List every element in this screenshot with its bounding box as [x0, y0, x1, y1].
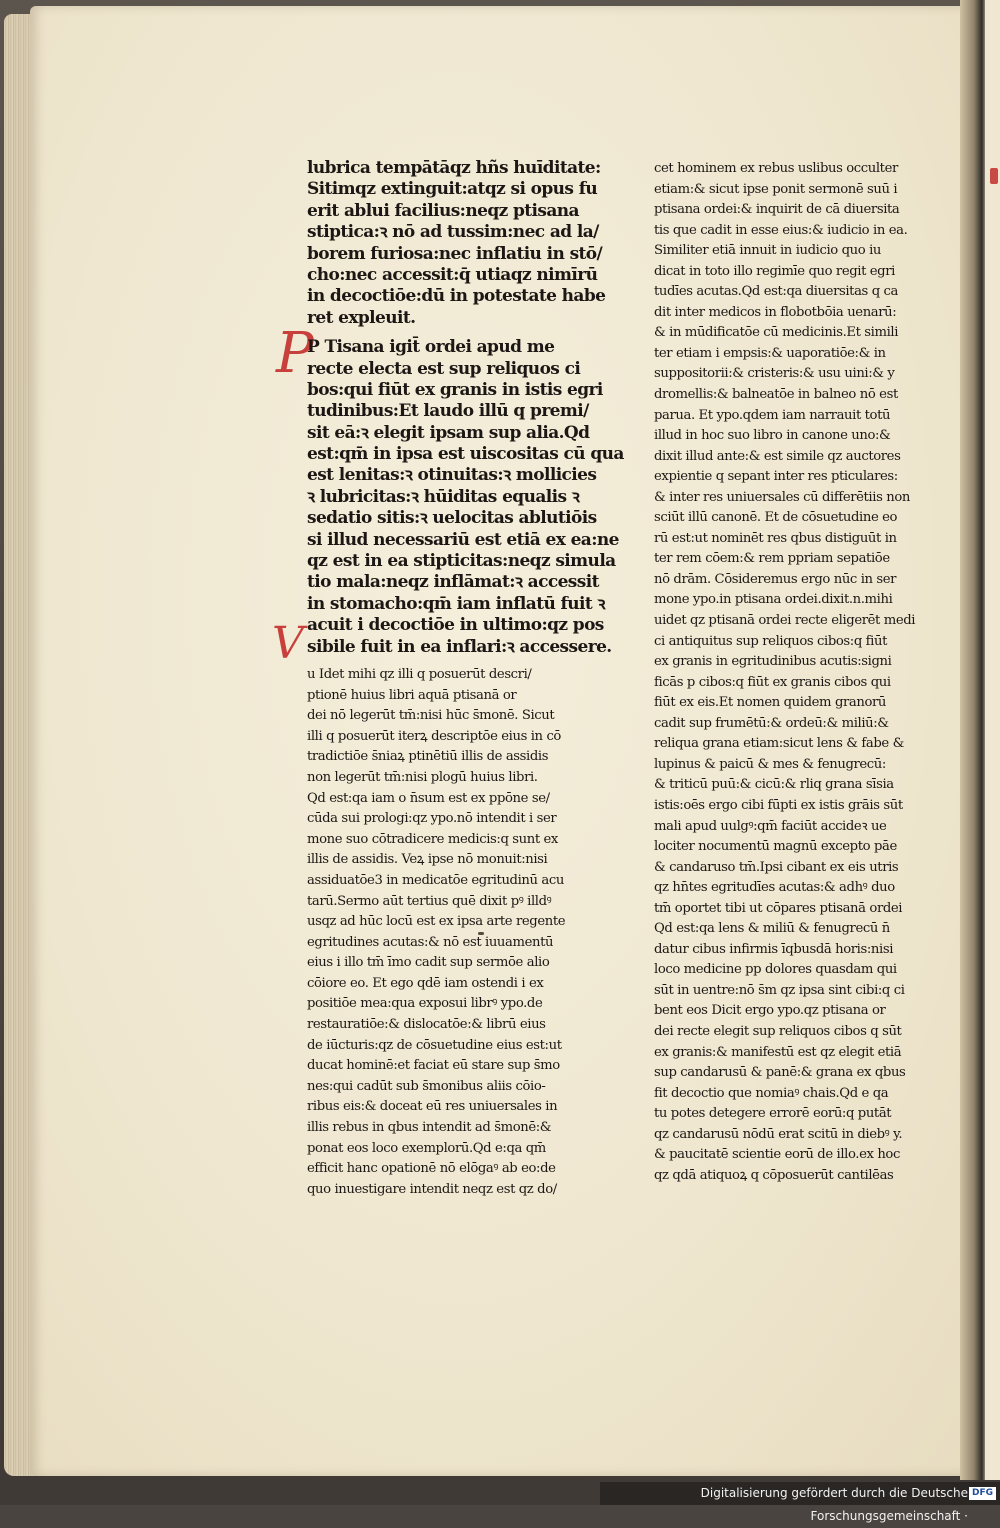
text-line: ret expleuit. [307, 307, 416, 328]
text-line: lociter nocumentū magnū excepto pāe [654, 839, 897, 855]
text-line: bos:qui fiūt ex granis in istis egri [307, 379, 603, 400]
text-line: si illud necessariū est etiā ex ea:ne [307, 529, 619, 550]
text-line: borem furiosa:nec inflatiu in stō/ [307, 243, 603, 264]
text-line: tudīes acutas.Qd est:qa diuersitas q ca [654, 284, 898, 300]
text-line: in stomacho:qm̄ iam inflatū fuit ꝛ [307, 593, 605, 614]
text-line: ter rem cōem:& rem ppriam sepatiōe [654, 551, 890, 567]
text-line: bent eos Dicit ergo ypo.qz ptisana or [654, 1003, 886, 1019]
text-line: & paucitatē scientie eorū de illo.ex hoc [654, 1147, 900, 1163]
funding-banner-text: Digitalisierung gefördert durch die Deutsche Forschungsgemeinschaft · [700, 1486, 968, 1523]
text-line: qz candarusū nōdū erat scitū in diebꝰ y. [654, 1126, 903, 1142]
text-line: mone suo cōtradicere medicis:q sunt ex [307, 831, 558, 847]
text-line: cho:nec accessit:q̄ utiaqz nimīrū [307, 264, 598, 285]
text-line: usqz ad hūc locū est ex ipsa arte regente [307, 914, 566, 930]
left-text-column [307, 158, 624, 1203]
text-line: u Idet mihi qz illi q posuerūt descri/ [307, 666, 532, 682]
text-line: loco medicine pp dolores quasdam qui [654, 962, 897, 978]
text-line: dromellis:& balneatōe in balneo nō est [654, 387, 898, 403]
dfg-logo: DFG [969, 1487, 996, 1500]
text-line: fiūt ex eis.Et nomen quidem granorū [654, 695, 886, 711]
text-line: recte electa est sup reliquos ci [307, 358, 581, 379]
text-line: ptionē huius libri aquā ptisanā or [307, 687, 517, 703]
text-line: Sitimqz extinguit:atqz si opus fu [307, 179, 598, 200]
text-line: ficās p cibos:q fiūt ex granis cibos qui [654, 674, 891, 690]
text-line: nes:qui cadūt sub s̄monibus aliis cōio- [307, 1078, 546, 1094]
left-paragraph-2 [307, 337, 624, 660]
text-line: sit eā:ꝛ elegit ipsam sup alia.Qd [307, 422, 590, 443]
decorated-initial-v: V [272, 618, 304, 669]
text-line: restauratiōe:& dislocatōe:& librū eius [307, 1017, 546, 1033]
text-line: expientie q sepant inter res pticulares: [654, 469, 898, 485]
text-line: qz hn̄tes egritudīes acutas:& adhꝰ duo [654, 880, 895, 896]
text-line: rū est:ut nominēt res qbus distiguūt in [654, 530, 897, 546]
text-line: reliqua grana etiam:sicut lens & fabe & [654, 736, 904, 752]
text-line: illi q posuerūt iterꝝ descriptōe eius in cō [307, 728, 561, 744]
text-line: ter etiam i empsis:& uaporatiōe:& in [654, 345, 886, 361]
text-line: quo inuestigare intendit neqz est qz do/ [307, 1181, 557, 1197]
text-line: & candaruso tm̄.Ipsi cibant ex eis utris [654, 859, 899, 875]
text-line: dei nō legerūt tm̄:nisi hūc s̄monē. Sicut [307, 708, 555, 724]
text-line: fit decoctio que nomiaꝰ chais.Qd e qa [654, 1085, 889, 1101]
text-line: non legerūt tm̄:nisi plogū huius libri. [307, 769, 538, 785]
text-line: eius i illo tm̄ īmo cadit sup sermōe alio [307, 955, 550, 971]
decorated-initial-p: P [276, 321, 314, 386]
text-line: illud in hoc suo libro in canone uno:& [654, 428, 891, 444]
text-line: sup candarusū & panē:& grana ex qbus [654, 1065, 906, 1081]
text-line: sedatio sitis:ꝛ uelocitas ablutiōis [307, 508, 597, 529]
text-line: est:qm̄ in ipsa est uiscositas cū qua [307, 444, 624, 465]
text-line: illis de assidis. Veꝝ ipse nō monuit:nisi [307, 852, 548, 868]
text-line: suppositorii:& cristeris:& usu uini:& y [654, 366, 895, 382]
funding-banner [600, 1482, 1000, 1523]
text-line: ptisana ordei:& inquirit de cā diuersita [654, 202, 900, 218]
text-line: lubrica tempātāqz hñs huīditate: [307, 158, 601, 178]
text-line: sūt in uentre:nō s̄m qz ipsa sint cibi:q ci [654, 982, 905, 998]
text-line: positiōe mea:qua exposui librꝰ ypo.de [307, 996, 543, 1012]
text-line: & in mūdificatōe cū medicinis.Et simili [654, 325, 899, 341]
text-line: erit ablui facilius:neqz ptisana [307, 200, 579, 221]
text-line: etiam:& sicut ipse ponit sermonē suū i [654, 181, 898, 197]
text-line: ponat eos loco exemplorū.Qd e:qa qm̄ [307, 1140, 546, 1156]
text-line: datur cibus infirmis īqbusdā horis:nisi [654, 941, 894, 957]
text-line: mali apud uulgꝰ:qm̄ faciūt accideꝛ ue [654, 818, 887, 834]
text-line: sibile fuit in ea inflari:ꝛ accessere. [307, 636, 612, 657]
text-line: Qd est:qa lens & miliū & fenugrecū n̄ [654, 921, 890, 937]
text-line: cūda sui prologi:qz ypo.nō intendit i ser [307, 811, 557, 827]
text-line: sciūt illū canonē. Et de cōsuetudine eo [654, 510, 898, 526]
text-line: ribus eis:& doceat eū res uniuersales in [307, 1099, 558, 1115]
right-paragraph [654, 162, 934, 1189]
text-line: tio mala:neqz inflāmat:ꝛ accessit [307, 572, 599, 593]
text-line: & inter res uniuersales cū differētiis non [654, 489, 910, 505]
text-line: ꝛ lubricitas:ꝛ hūiditas equalis ꝛ [307, 486, 580, 507]
text-line: istis:oēs ergo cibi fūpti ex istis grāis sūt [654, 797, 903, 813]
text-line: acuit i decoctiōe in ultimo:qz pos [307, 615, 604, 636]
text-line: assiduatōe3 in medicatōe egritudinū acu [307, 872, 564, 888]
text-line: egritudines acutas:& nō est iuuamentū [307, 934, 554, 950]
text-line: tarū.Sermo aūt tertius quē dixit pꝰ illdꝰ [307, 893, 552, 909]
text-line: in decoctiōe:dū in potestate habe [307, 286, 606, 307]
text-line: Qd est:qa iam o n̄sum est ex ppōne se/ [307, 790, 550, 806]
text-line: qz qdā atiquoꝝ q cōposuerūt cantilēas [654, 1167, 894, 1183]
facing-page-rubric-mark [990, 168, 998, 184]
text-line: ex granis:& manifestū est qz elegit etiā [654, 1044, 902, 1060]
text-line: stiptica:ꝛ nō ad tussim:nec ad la/ [307, 222, 599, 243]
text-line: tu potes detegere errorē eorū:q putāt [654, 1106, 892, 1122]
text-line: tradictiōe s̄niaꝝ ptinētiū illis de assidis [307, 749, 549, 765]
right-text-column [654, 162, 934, 1189]
text-line: est lenitas:ꝛ otinuitas:ꝛ mollicies [307, 465, 597, 486]
left-paragraph-1 [307, 158, 606, 331]
text-line: ci antiquitus sup reliquos cibos:q fiūt [654, 633, 887, 649]
ink-mark [478, 932, 484, 935]
facing-page-edge [985, 0, 1000, 1480]
text-line: dixit illud ante:& est simile qz auctores [654, 448, 901, 464]
text-line: dei recte elegit sup reliquos cibos q sūt [654, 1023, 902, 1039]
text-line: cadit sup frumētū:& ordeū:& miliū:& [654, 715, 889, 731]
text-line: nō drām. Cōsideremus ergo nūc in ser [654, 571, 897, 587]
text-line: tm̄ oportet tibi ut cōpares ptisanā ordei [654, 900, 903, 916]
text-line: cōiore eo. Et ego qdē iam ostendi i ex [307, 975, 544, 991]
text-line: & triticū puū:& cicū:& rliq grana sīsia [654, 777, 894, 793]
text-line: ex granis in egritudinibus acutis:signi [654, 654, 892, 670]
text-line: ducat hominē:et faciat eū stare sup s̄mo [307, 1058, 560, 1074]
text-line: uidet qz ptisanā ordei recte eligerēt medi [654, 613, 916, 629]
text-line: mone ypo.in ptisana ordei.dixit.n.mihi [654, 592, 893, 608]
left-paragraph-3 [307, 668, 573, 1203]
text-line: qz est in ea stipticitas:neqz simula [307, 551, 616, 572]
text-line: tis que cadit in esse eius:& iudicio in ea. [654, 222, 908, 238]
text-line: parua. Et ypo.qdem iam narrauit totū [654, 407, 891, 423]
text-line: Similiter etiā innuit in iudicio quo iu [654, 243, 881, 259]
text-line: P Tisana igit̄ ordei apud me [307, 337, 555, 358]
text-line: efficit hanc opationē nō elōgaꝰ ab eo:de [307, 1161, 556, 1177]
text-line: lupinus & paicū & mes & fenugrecū: [654, 756, 886, 772]
text-line: dit inter medicos in flobotbōia uenarū: [654, 304, 897, 320]
text-line: cet hominem ex rebus uslibus occulter [654, 161, 898, 176]
text-line: dicat in toto illo regimīe quo regit egri [654, 263, 895, 279]
text-line: de iūcturis:qz de cōsuetudine eius est:ut [307, 1037, 562, 1053]
text-line: illis rebus in qbus intendit ad s̄monē:& [307, 1120, 552, 1136]
text-line: tudinibus:Et laudo illū q premi/ [307, 401, 589, 422]
